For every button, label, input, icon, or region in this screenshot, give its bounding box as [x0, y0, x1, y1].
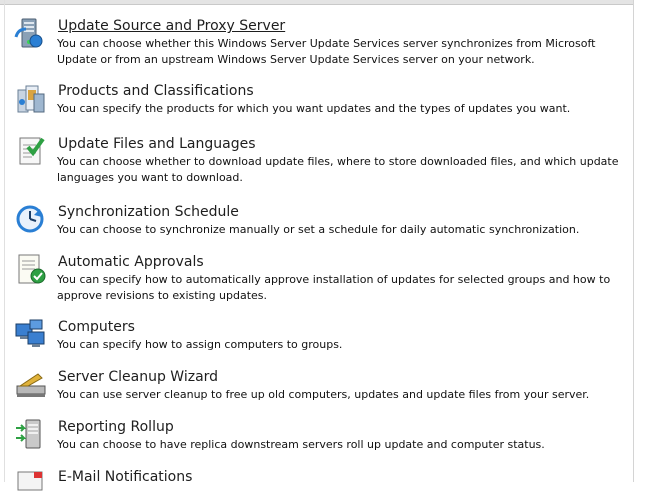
- panel-left-border: [4, 0, 5, 482]
- option-cleanup-wizard-title[interactable]: Server Cleanup Wizard: [58, 369, 219, 385]
- option-products-desc: You can specify the products for which you want updates and the types of updates you want.: [57, 102, 571, 115]
- option-update-source-desc: You can choose whether this Windows Server Update Services server synchronizes from Microsoft Update or from an upstream Windows Server Update Services server on your network.: [57, 37, 596, 66]
- sync-schedule-icon: [14, 203, 48, 237]
- option-products-title[interactable]: Products and Classifications: [58, 83, 254, 99]
- option-reporting-rollup-title[interactable]: Reporting Rollup: [58, 419, 174, 435]
- option-sync-schedule-title[interactable]: Synchronization Schedule: [58, 204, 239, 220]
- approvals-icon: [14, 253, 48, 287]
- option-email-notifications-title[interactable]: E-Mail Notifications: [58, 469, 193, 485]
- email-icon: [14, 468, 48, 502]
- option-auto-approvals-desc: You can specify how to automatically approve installation of updates for selected groups and how to approve revisions to existing updates.: [57, 273, 611, 302]
- option-reporting-rollup-desc: You can choose to have replica downstream servers roll up update and computer status.: [57, 438, 545, 451]
- panel-header-bar: [0, 0, 633, 5]
- option-cleanup-wizard-desc: You can use server cleanup to free up old computers, updates and update files from your server.: [57, 388, 590, 401]
- option-update-source-title[interactable]: Update Source and Proxy Server: [58, 18, 286, 34]
- option-auto-approvals-title[interactable]: Automatic Approvals: [58, 254, 204, 270]
- computers-icon: [14, 318, 48, 352]
- option-sync-schedule-desc: You can choose to synchronize manually or set a schedule for daily automatic synchronization.: [57, 223, 580, 236]
- panel-right-border: [633, 0, 634, 482]
- reporting-icon: [14, 418, 48, 452]
- cleanup-icon: [14, 368, 48, 402]
- server-sync-icon: [14, 17, 48, 51]
- option-computers-desc: You can specify how to assign computers to groups.: [57, 338, 343, 351]
- option-update-files-title[interactable]: Update Files and Languages: [58, 136, 256, 152]
- products-icon: [14, 82, 48, 116]
- option-computers-title[interactable]: Computers: [58, 319, 135, 335]
- update-files-icon: [14, 135, 48, 169]
- option-update-files-desc: You can choose whether to download update files, where to store downloaded files, and which update languages you want to download.: [57, 155, 619, 184]
